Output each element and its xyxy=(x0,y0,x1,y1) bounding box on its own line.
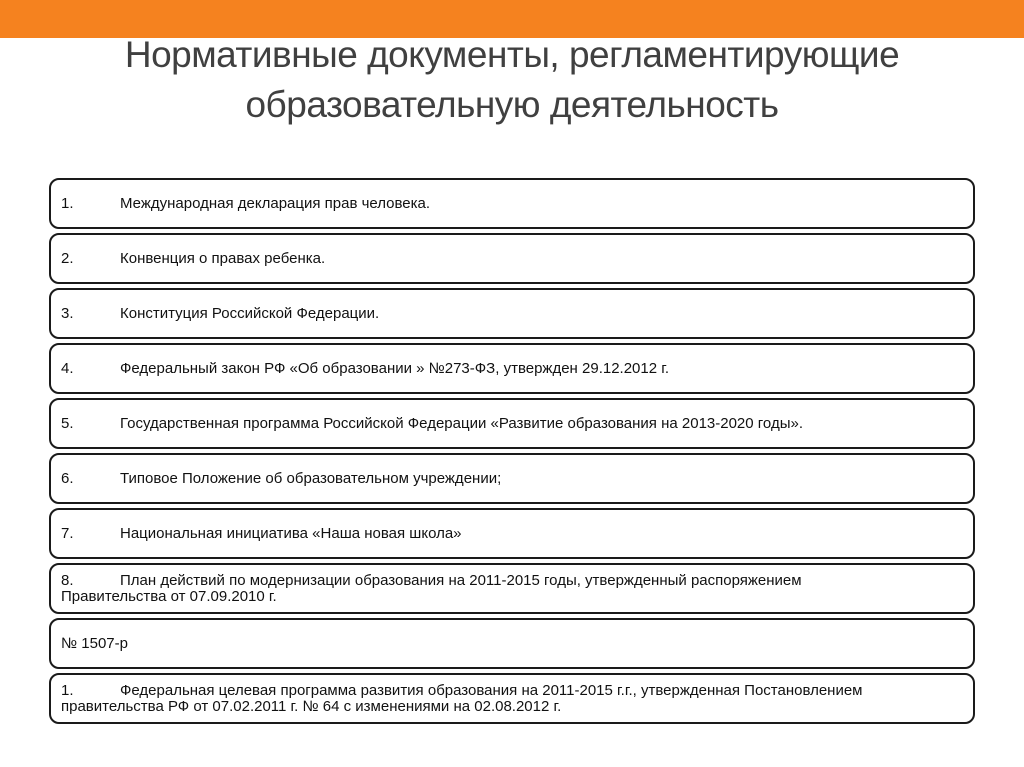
item-number: 1. xyxy=(61,194,74,212)
item-text: План действий по модернизации образования на 2011-2015 годы, утвержденный распоряжением xyxy=(120,571,802,589)
item-number: 5. xyxy=(61,414,74,432)
item-number: 1. xyxy=(61,681,74,699)
document-item-6 xyxy=(49,453,975,504)
item-text: Конституция Российской Федерации. xyxy=(120,304,380,322)
item-number: 2. xyxy=(61,249,74,267)
document-item-4 xyxy=(49,343,975,394)
documents-list xyxy=(49,178,975,728)
item-text: Типовое Положение об образовательном учреждении; xyxy=(120,469,502,487)
document-item-9 xyxy=(49,618,975,669)
item-number: 7. xyxy=(61,524,74,542)
item-text-continuation: Правительства от 07.09.2010 г. xyxy=(61,587,277,605)
item-number: 6. xyxy=(61,469,74,487)
document-item-5 xyxy=(49,398,975,449)
slide-title-line-1: Нормативные документы, регламентирующие xyxy=(124,34,900,75)
document-item-2 xyxy=(49,233,975,284)
document-item-10 xyxy=(49,673,975,724)
slide-title-line-2: образовательную деятельность xyxy=(245,84,779,125)
item-text: Национальная инициатива «Наша новая школа» xyxy=(120,524,462,542)
item-number: 4. xyxy=(61,359,74,377)
item-text: № 1507-р xyxy=(61,634,128,652)
document-item-8 xyxy=(49,563,975,614)
document-item-7 xyxy=(49,508,975,559)
document-item-3 xyxy=(49,288,975,339)
item-text: Федеральная целевая программа развития образования на 2011-2015 г.г., утвержденная Постановлением xyxy=(120,681,863,699)
slide-title xyxy=(40,30,984,130)
item-text: Государственная программа Российской Федерации «Развитие образования на 2013-2020 годы». xyxy=(120,414,803,432)
item-text-continuation: правительства РФ от 07.02.2011 г. № 64 с изменениями на 02.08.2012 г. xyxy=(61,697,562,715)
item-text: Конвенция о правах ребенка. xyxy=(120,249,326,267)
document-item-1 xyxy=(49,178,975,229)
item-number: 8. xyxy=(61,571,74,589)
item-text: Международная декларация прав человека. xyxy=(120,194,431,212)
item-number: 3. xyxy=(61,304,74,322)
item-text: Федеральный закон РФ «Об образовании » №273-ФЗ, утвержден 29.12.2012 г. xyxy=(120,359,670,377)
